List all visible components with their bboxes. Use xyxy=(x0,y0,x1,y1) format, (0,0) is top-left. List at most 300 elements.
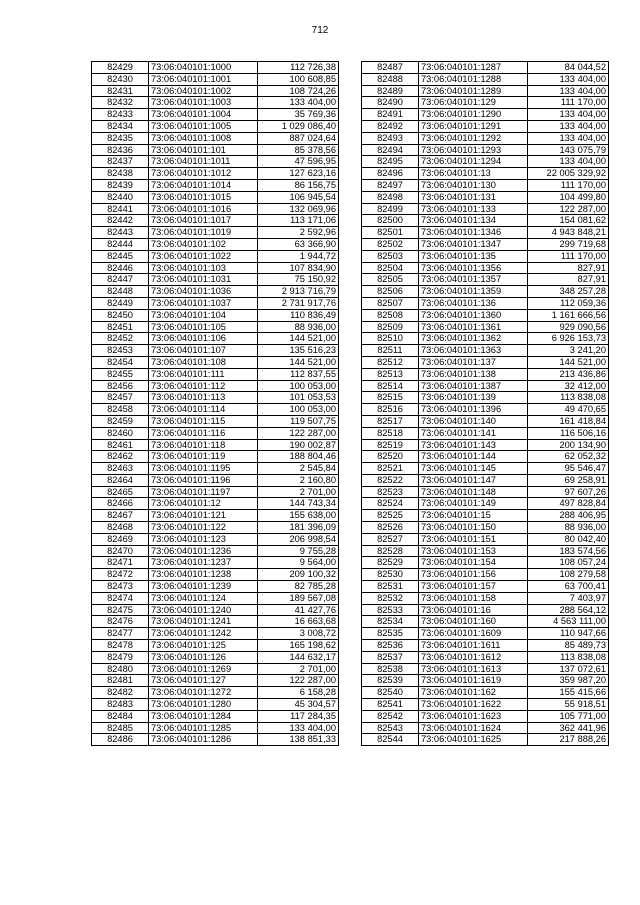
record-number-cell: 82459 xyxy=(92,415,149,427)
table-row xyxy=(92,427,339,439)
record-number-cell: 82467 xyxy=(92,510,149,522)
cadastral-number-cell: 73:06:040101:1005 xyxy=(149,120,258,132)
table-row xyxy=(92,699,339,711)
cadastral-number-cell: 73:06:040101:1239 xyxy=(149,581,258,593)
record-number-cell: 82438 xyxy=(92,168,149,180)
record-number-cell: 82514 xyxy=(362,380,419,392)
record-number-cell: 82440 xyxy=(92,191,149,203)
table-row xyxy=(92,498,339,510)
record-number-cell: 82466 xyxy=(92,498,149,510)
cadastral-value-cell: 190 002,87 xyxy=(258,439,339,451)
cadastral-number-cell: 73:06:040101:114 xyxy=(149,404,258,416)
table-row xyxy=(362,297,609,309)
cadastral-number-cell: 73:06:040101:1361 xyxy=(419,321,528,333)
cadastral-number-cell: 73:06:040101:16 xyxy=(419,604,528,616)
table-row xyxy=(92,168,339,180)
cadastral-number-cell: 73:06:040101:111 xyxy=(149,368,258,380)
table-row xyxy=(362,309,609,321)
cadastral-value-cell: 299 719,68 xyxy=(528,238,609,250)
cadastral-number-cell: 73:06:040101:148 xyxy=(419,486,528,498)
cadastral-value-cell: 497 828,84 xyxy=(528,498,609,510)
table-row xyxy=(92,569,339,581)
table-row xyxy=(362,62,609,74)
cadastral-value-cell: 288 564,12 xyxy=(528,604,609,616)
cadastral-number-cell: 73:06:040101:162 xyxy=(419,687,528,699)
left-register-table xyxy=(91,61,339,746)
record-number-cell: 82508 xyxy=(362,309,419,321)
table-row xyxy=(92,522,339,534)
table-row xyxy=(362,569,609,581)
record-number-cell: 82478 xyxy=(92,640,149,652)
table-row xyxy=(362,345,609,357)
cadastral-value-cell: 200 134,90 xyxy=(528,439,609,451)
record-number-cell: 82474 xyxy=(92,592,149,604)
record-number-cell: 82505 xyxy=(362,274,419,286)
cadastral-value-cell: 108 057,24 xyxy=(528,557,609,569)
table-row xyxy=(92,144,339,156)
cadastral-number-cell: 73:06:040101:1290 xyxy=(419,109,528,121)
table-row xyxy=(92,203,339,215)
cadastral-value-cell: 110 836,49 xyxy=(258,309,339,321)
cadastral-number-cell: 73:06:040101:140 xyxy=(419,415,528,427)
record-number-cell: 82434 xyxy=(92,120,149,132)
table-row xyxy=(92,238,339,250)
cadastral-number-cell: 73:06:040101:123 xyxy=(149,533,258,545)
cadastral-value-cell: 108 724,26 xyxy=(258,85,339,97)
cadastral-value-cell: 22 005 329,92 xyxy=(528,168,609,180)
table-row xyxy=(362,427,609,439)
cadastral-number-cell: 73:06:040101:157 xyxy=(419,581,528,593)
table-row xyxy=(362,404,609,416)
record-number-cell: 82530 xyxy=(362,569,419,581)
table-row xyxy=(92,297,339,309)
table-row xyxy=(92,722,339,734)
cadastral-value-cell: 138 851,33 xyxy=(258,734,339,746)
record-number-cell: 82480 xyxy=(92,663,149,675)
record-number-cell: 82450 xyxy=(92,309,149,321)
cadastral-number-cell: 73:06:040101:143 xyxy=(419,439,528,451)
cadastral-value-cell: 887 024,64 xyxy=(258,132,339,144)
cadastral-value-cell: 100 608,85 xyxy=(258,73,339,85)
table-row xyxy=(92,734,339,746)
cadastral-number-cell: 73:06:040101:127 xyxy=(149,675,258,687)
record-number-cell: 82489 xyxy=(362,85,419,97)
cadastral-number-cell: 73:06:040101:118 xyxy=(149,439,258,451)
record-number-cell: 82435 xyxy=(92,132,149,144)
cadastral-value-cell: 49 470,65 xyxy=(528,404,609,416)
cadastral-value-cell: 84 044,52 xyxy=(528,62,609,74)
cadastral-value-cell: 6 926 153,73 xyxy=(528,333,609,345)
table-row xyxy=(362,628,609,640)
cadastral-number-cell: 73:06:040101:1285 xyxy=(149,722,258,734)
table-row xyxy=(362,227,609,239)
cadastral-value-cell: 165 198,62 xyxy=(258,640,339,652)
table-row xyxy=(92,651,339,663)
cadastral-number-cell: 73:06:040101:1356 xyxy=(419,262,528,274)
cadastral-value-cell: 86 156,75 xyxy=(258,179,339,191)
table-row xyxy=(362,439,609,451)
cadastral-value-cell: 7 403,97 xyxy=(528,592,609,604)
record-number-cell: 82479 xyxy=(92,651,149,663)
cadastral-value-cell: 209 100,32 xyxy=(258,569,339,581)
table-row xyxy=(362,286,609,298)
cadastral-number-cell: 73:06:040101:1612 xyxy=(419,651,528,663)
table-row xyxy=(92,62,339,74)
record-number-cell: 82510 xyxy=(362,333,419,345)
record-number-cell: 82485 xyxy=(92,722,149,734)
cadastral-value-cell: 144 521,00 xyxy=(528,356,609,368)
record-number-cell: 82506 xyxy=(362,286,419,298)
cadastral-value-cell: 6 158,28 xyxy=(258,687,339,699)
cadastral-value-cell: 100 053,00 xyxy=(258,404,339,416)
cadastral-number-cell: 73:06:040101:102 xyxy=(149,238,258,250)
cadastral-number-cell: 73:06:040101:1238 xyxy=(149,569,258,581)
table-row xyxy=(362,451,609,463)
cadastral-number-cell: 73:06:040101:134 xyxy=(419,215,528,227)
table-row xyxy=(362,144,609,156)
record-number-cell: 82521 xyxy=(362,463,419,475)
table-row xyxy=(92,463,339,475)
table-row xyxy=(362,651,609,663)
table-row xyxy=(92,132,339,144)
cadastral-number-cell: 73:06:040101:1363 xyxy=(419,345,528,357)
table-row xyxy=(92,227,339,239)
cadastral-number-cell: 73:06:040101:119 xyxy=(149,451,258,463)
cadastral-value-cell: 111 170,00 xyxy=(528,250,609,262)
cadastral-number-cell: 73:06:040101:1237 xyxy=(149,557,258,569)
cadastral-number-cell: 73:06:040101:1623 xyxy=(419,710,528,722)
cadastral-number-cell: 73:06:040101:1019 xyxy=(149,227,258,239)
cadastral-value-cell: 2 160,80 xyxy=(258,474,339,486)
record-number-cell: 82456 xyxy=(92,380,149,392)
cadastral-value-cell: 108 279,58 xyxy=(528,569,609,581)
table-row xyxy=(92,356,339,368)
cadastral-number-cell: 73:06:040101:1284 xyxy=(149,710,258,722)
table-row xyxy=(92,616,339,628)
cadastral-number-cell: 73:06:040101:139 xyxy=(419,392,528,404)
cadastral-number-cell: 73:06:040101:1286 xyxy=(149,734,258,746)
record-number-cell: 82446 xyxy=(92,262,149,274)
cadastral-value-cell: 45 304,57 xyxy=(258,699,339,711)
cadastral-value-cell: 133 404,00 xyxy=(528,73,609,85)
table-row xyxy=(92,274,339,286)
table-row xyxy=(362,581,609,593)
cadastral-value-cell: 183 574,56 xyxy=(528,545,609,557)
record-number-cell: 82470 xyxy=(92,545,149,557)
cadastral-value-cell: 133 404,00 xyxy=(258,97,339,109)
record-number-cell: 82473 xyxy=(92,581,149,593)
cadastral-value-cell: 2 592,96 xyxy=(258,227,339,239)
record-number-cell: 82503 xyxy=(362,250,419,262)
record-number-cell: 82458 xyxy=(92,404,149,416)
cadastral-number-cell: 73:06:040101:108 xyxy=(149,356,258,368)
record-number-cell: 82525 xyxy=(362,510,419,522)
record-number-cell: 82494 xyxy=(362,144,419,156)
record-number-cell: 82451 xyxy=(92,321,149,333)
cadastral-value-cell: 35 769,36 xyxy=(258,109,339,121)
record-number-cell: 82511 xyxy=(362,345,419,357)
cadastral-value-cell: 113 838,08 xyxy=(528,392,609,404)
cadastral-value-cell: 2 701,00 xyxy=(258,663,339,675)
cadastral-value-cell: 359 987,20 xyxy=(528,675,609,687)
table-row xyxy=(362,616,609,628)
record-number-cell: 82444 xyxy=(92,238,149,250)
cadastral-value-cell: 827,91 xyxy=(528,274,609,286)
cadastral-value-cell: 213 436,86 xyxy=(528,368,609,380)
table-row xyxy=(92,663,339,675)
cadastral-value-cell: 4 563 111,00 xyxy=(528,616,609,628)
cadastral-value-cell: 88 936,00 xyxy=(528,522,609,534)
cadastral-number-cell: 73:06:040101:138 xyxy=(419,368,528,380)
table-row xyxy=(92,557,339,569)
cadastral-number-cell: 73:06:040101:1357 xyxy=(419,274,528,286)
cadastral-value-cell: 288 406,95 xyxy=(528,510,609,522)
table-row xyxy=(362,274,609,286)
cadastral-number-cell: 73:06:040101:1272 xyxy=(149,687,258,699)
cadastral-value-cell: 63 366,90 xyxy=(258,238,339,250)
record-number-cell: 82486 xyxy=(92,734,149,746)
table-row xyxy=(362,262,609,274)
cadastral-number-cell: 73:06:040101:145 xyxy=(419,463,528,475)
cadastral-value-cell: 80 042,40 xyxy=(528,533,609,545)
record-number-cell: 82501 xyxy=(362,227,419,239)
table-row xyxy=(92,628,339,640)
table-row xyxy=(92,675,339,687)
cadastral-value-cell: 97 607,26 xyxy=(528,486,609,498)
cadastral-number-cell: 73:06:040101:1360 xyxy=(419,309,528,321)
record-number-cell: 82535 xyxy=(362,628,419,640)
cadastral-value-cell: 107 834,90 xyxy=(258,262,339,274)
cadastral-value-cell: 100 053,00 xyxy=(258,380,339,392)
cadastral-number-cell: 73:06:040101:156 xyxy=(419,569,528,581)
table-row xyxy=(92,604,339,616)
cadastral-number-cell: 73:06:040101:137 xyxy=(419,356,528,368)
table-row xyxy=(92,368,339,380)
record-number-cell: 82515 xyxy=(362,392,419,404)
record-number-cell: 82483 xyxy=(92,699,149,711)
cadastral-number-cell: 73:06:040101:129 xyxy=(419,97,528,109)
cadastral-value-cell: 133 404,00 xyxy=(528,156,609,168)
table-row xyxy=(92,156,339,168)
table-row xyxy=(362,203,609,215)
table-row xyxy=(92,120,339,132)
cadastral-number-cell: 73:06:040101:12 xyxy=(149,498,258,510)
table-row xyxy=(362,722,609,734)
table-row xyxy=(362,321,609,333)
record-number-cell: 82448 xyxy=(92,286,149,298)
table-row xyxy=(362,687,609,699)
record-number-cell: 82516 xyxy=(362,404,419,416)
cadastral-number-cell: 73:06:040101:121 xyxy=(149,510,258,522)
cadastral-value-cell: 111 170,00 xyxy=(528,97,609,109)
cadastral-number-cell: 73:06:040101:154 xyxy=(419,557,528,569)
cadastral-number-cell: 73:06:040101:107 xyxy=(149,345,258,357)
record-number-cell: 82499 xyxy=(362,203,419,215)
table-row xyxy=(362,179,609,191)
cadastral-value-cell: 101 053,53 xyxy=(258,392,339,404)
record-number-cell: 82544 xyxy=(362,734,419,746)
table-row xyxy=(362,522,609,534)
cadastral-number-cell: 73:06:040101:1396 xyxy=(419,404,528,416)
record-number-cell: 82441 xyxy=(92,203,149,215)
record-number-cell: 82507 xyxy=(362,297,419,309)
record-number-cell: 82482 xyxy=(92,687,149,699)
table-row xyxy=(362,734,609,746)
record-number-cell: 82464 xyxy=(92,474,149,486)
cadastral-value-cell: 110 947,66 xyxy=(528,628,609,640)
table-row xyxy=(362,474,609,486)
record-number-cell: 82429 xyxy=(92,62,149,74)
record-number-cell: 82541 xyxy=(362,699,419,711)
table-row xyxy=(362,120,609,132)
cadastral-number-cell: 73:06:040101:131 xyxy=(419,191,528,203)
table-row xyxy=(362,333,609,345)
record-number-cell: 82477 xyxy=(92,628,149,640)
cadastral-value-cell: 2 701,00 xyxy=(258,486,339,498)
cadastral-value-cell: 112 059,36 xyxy=(528,297,609,309)
table-row xyxy=(362,640,609,652)
table-row xyxy=(362,85,609,97)
cadastral-number-cell: 73:06:040101:149 xyxy=(419,498,528,510)
cadastral-value-cell: 127 623,16 xyxy=(258,168,339,180)
cadastral-value-cell: 85 378,56 xyxy=(258,144,339,156)
table-row xyxy=(92,486,339,498)
cadastral-value-cell: 95 546,47 xyxy=(528,463,609,475)
cadastral-number-cell: 73:06:040101:1624 xyxy=(419,722,528,734)
record-number-cell: 82504 xyxy=(362,262,419,274)
cadastral-value-cell: 2 913 716,79 xyxy=(258,286,339,298)
cadastral-value-cell: 161 418,84 xyxy=(528,415,609,427)
cadastral-number-cell: 73:06:040101:1280 xyxy=(149,699,258,711)
cadastral-value-cell: 143 075,79 xyxy=(528,144,609,156)
table-row xyxy=(92,640,339,652)
record-number-cell: 82433 xyxy=(92,109,149,121)
cadastral-value-cell: 133 404,00 xyxy=(258,722,339,734)
table-row xyxy=(362,215,609,227)
table-row xyxy=(362,97,609,109)
record-number-cell: 82532 xyxy=(362,592,419,604)
cadastral-value-cell: 82 785,28 xyxy=(258,581,339,593)
cadastral-value-cell: 55 918,51 xyxy=(528,699,609,711)
cadastral-value-cell: 41 427,76 xyxy=(258,604,339,616)
table-row xyxy=(362,250,609,262)
table-row xyxy=(92,392,339,404)
record-number-cell: 82468 xyxy=(92,522,149,534)
cadastral-number-cell: 73:06:040101:1346 xyxy=(419,227,528,239)
cadastral-number-cell: 73:06:040101:150 xyxy=(419,522,528,534)
cadastral-number-cell: 73:06:040101:1197 xyxy=(149,486,258,498)
cadastral-number-cell: 73:06:040101:1037 xyxy=(149,297,258,309)
cadastral-number-cell: 73:06:040101:135 xyxy=(419,250,528,262)
cadastral-number-cell: 73:06:040101:1196 xyxy=(149,474,258,486)
table-row xyxy=(92,439,339,451)
table-row xyxy=(362,368,609,380)
record-number-cell: 82471 xyxy=(92,557,149,569)
cadastral-number-cell: 73:06:040101:1619 xyxy=(419,675,528,687)
table-row xyxy=(92,262,339,274)
cadastral-number-cell: 73:06:040101:158 xyxy=(419,592,528,604)
cadastral-number-cell: 73:06:040101:1008 xyxy=(149,132,258,144)
cadastral-number-cell: 73:06:040101:113 xyxy=(149,392,258,404)
cadastral-value-cell: 63 700,41 xyxy=(528,581,609,593)
table-row xyxy=(92,309,339,321)
cadastral-number-cell: 73:06:040101:106 xyxy=(149,333,258,345)
table-row xyxy=(92,545,339,557)
cadastral-value-cell: 206 998,54 xyxy=(258,533,339,545)
cadastral-number-cell: 73:06:040101:1288 xyxy=(419,73,528,85)
record-number-cell: 82543 xyxy=(362,722,419,734)
record-number-cell: 82526 xyxy=(362,522,419,534)
record-number-cell: 82455 xyxy=(92,368,149,380)
table-row xyxy=(362,592,609,604)
cadastral-value-cell: 1 161 666,56 xyxy=(528,309,609,321)
table-row xyxy=(362,604,609,616)
record-number-cell: 82513 xyxy=(362,368,419,380)
cadastral-value-cell: 144 743,34 xyxy=(258,498,339,510)
table-row xyxy=(362,168,609,180)
cadastral-value-cell: 119 507,75 xyxy=(258,415,339,427)
table-row xyxy=(92,592,339,604)
table-row xyxy=(92,380,339,392)
record-number-cell: 82447 xyxy=(92,274,149,286)
table-row xyxy=(92,321,339,333)
cadastral-value-cell: 362 441,96 xyxy=(528,722,609,734)
record-number-cell: 82460 xyxy=(92,427,149,439)
cadastral-value-cell: 154 081,62 xyxy=(528,215,609,227)
cadastral-value-cell: 3 008,72 xyxy=(258,628,339,640)
table-row xyxy=(92,451,339,463)
record-number-cell: 82487 xyxy=(362,62,419,74)
cadastral-number-cell: 73:06:040101:13 xyxy=(419,168,528,180)
cadastral-number-cell: 73:06:040101:112 xyxy=(149,380,258,392)
cadastral-value-cell: 32 412,00 xyxy=(528,380,609,392)
table-row xyxy=(362,392,609,404)
cadastral-value-cell: 2 545,84 xyxy=(258,463,339,475)
cadastral-value-cell: 155 638,00 xyxy=(258,510,339,522)
record-number-cell: 82453 xyxy=(92,345,149,357)
cadastral-value-cell: 122 287,00 xyxy=(258,675,339,687)
table-row xyxy=(92,345,339,357)
cadastral-value-cell: 348 257,28 xyxy=(528,286,609,298)
cadastral-value-cell: 144 632,17 xyxy=(258,651,339,663)
table-row xyxy=(92,85,339,97)
record-number-cell: 82491 xyxy=(362,109,419,121)
table-row xyxy=(362,533,609,545)
record-number-cell: 82509 xyxy=(362,321,419,333)
cadastral-value-cell: 106 945,54 xyxy=(258,191,339,203)
table-row xyxy=(362,463,609,475)
cadastral-number-cell: 73:06:040101:101 xyxy=(149,144,258,156)
record-number-cell: 82493 xyxy=(362,132,419,144)
record-number-cell: 82490 xyxy=(362,97,419,109)
record-number-cell: 82462 xyxy=(92,451,149,463)
record-number-cell: 82452 xyxy=(92,333,149,345)
cadastral-value-cell: 75 150,92 xyxy=(258,274,339,286)
table-row xyxy=(362,486,609,498)
cadastral-value-cell: 111 170,00 xyxy=(528,179,609,191)
record-number-cell: 82431 xyxy=(92,85,149,97)
cadastral-value-cell: 9 564,00 xyxy=(258,557,339,569)
cadastral-value-cell: 133 404,00 xyxy=(528,120,609,132)
record-number-cell: 82432 xyxy=(92,97,149,109)
record-number-cell: 82437 xyxy=(92,156,149,168)
cadastral-number-cell: 73:06:040101:1293 xyxy=(419,144,528,156)
table-row xyxy=(362,156,609,168)
record-number-cell: 82527 xyxy=(362,533,419,545)
record-number-cell: 82520 xyxy=(362,451,419,463)
cadastral-value-cell: 133 404,00 xyxy=(528,85,609,97)
cadastral-number-cell: 73:06:040101:1036 xyxy=(149,286,258,298)
